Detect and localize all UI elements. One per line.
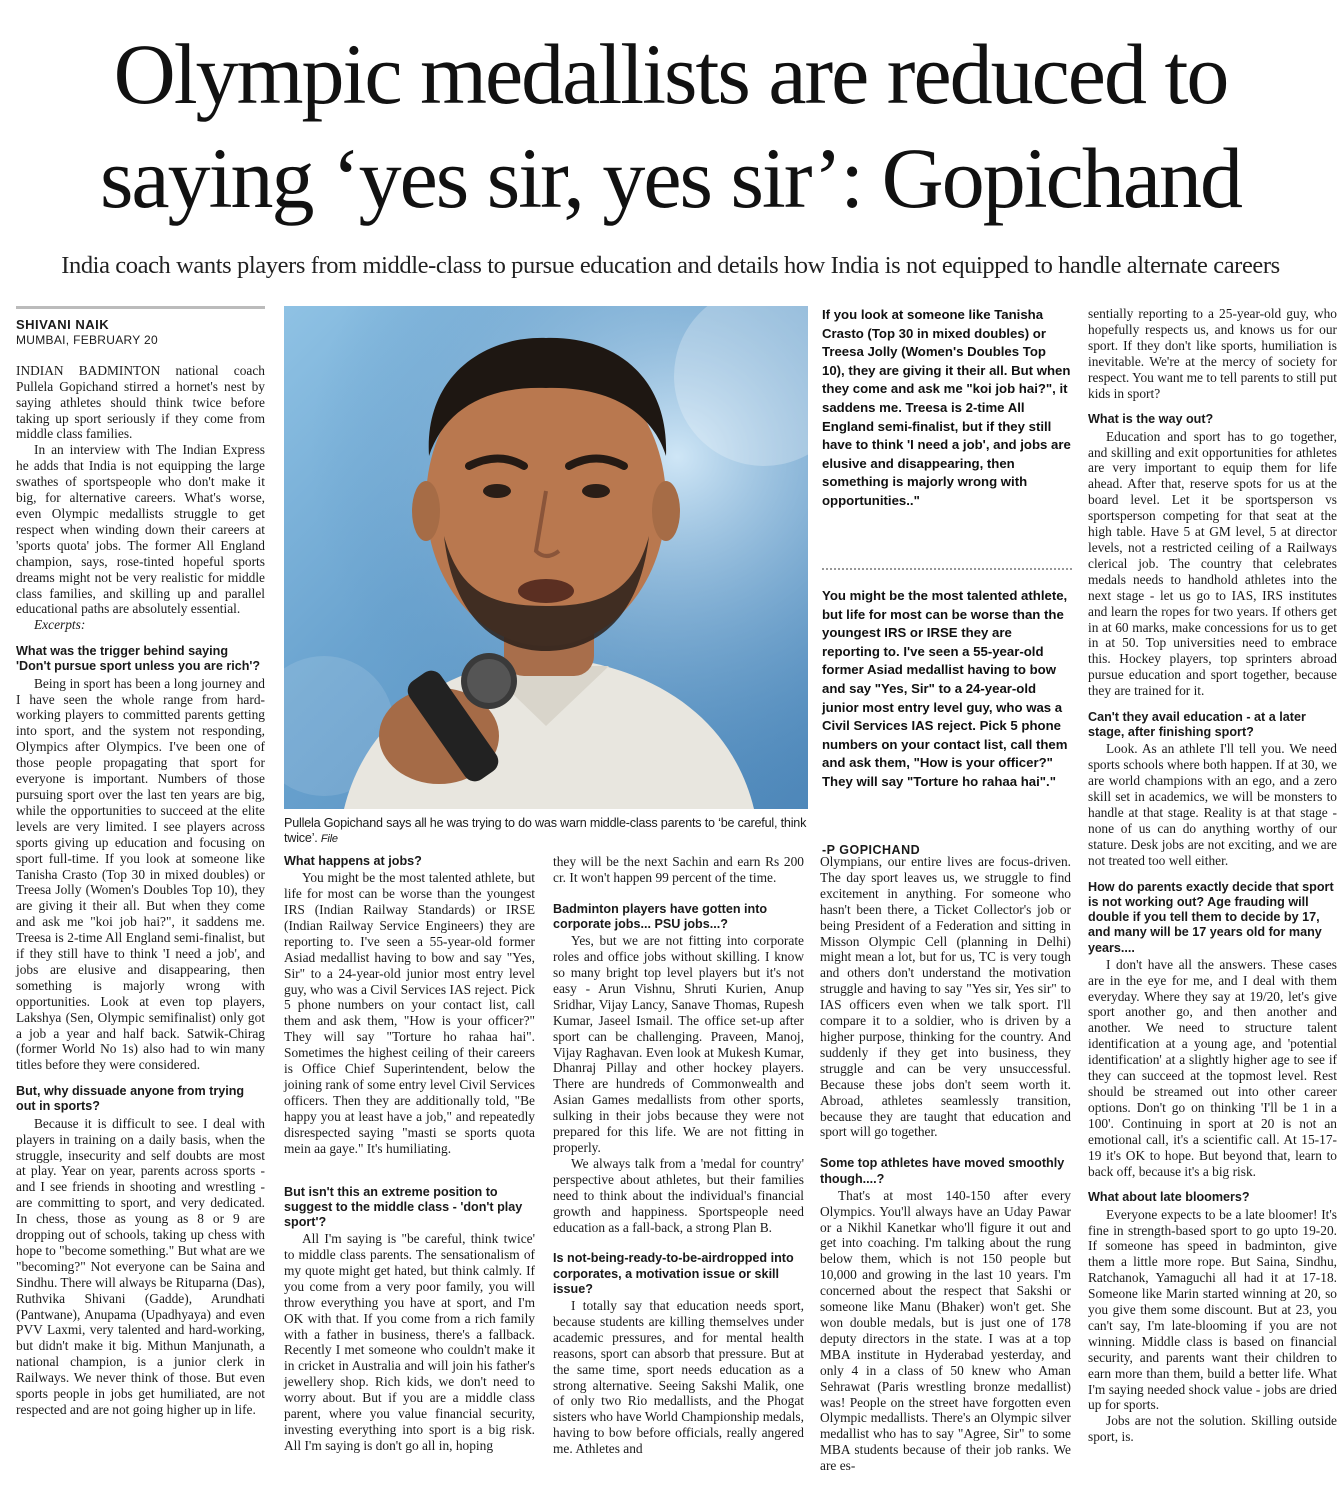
question-heading: What was the trigger behind saying 'Don't pursue sport unless you are rich'? — [16, 644, 261, 674]
column-3 — [553, 854, 804, 1457]
headline-line-2: saying ‘yes sir, yes sir’: Gopichand — [99, 130, 1242, 226]
portrait-illustration — [284, 306, 808, 809]
byline-rule — [16, 306, 265, 309]
answer-paragraph: Because it is difficult to see. I deal with players in training on a daily basis, when the struggle, insecurity and self doubts are most at play. Year on year, parents across sports - and I see friends in shooting and wrestling - are committing to sport, and very dedicated. In chess, those as young as 8 or 9 are dropping out of schools, taking up chess with hope to "become something." But what are we "becoming?" Not everyone can be Saina and Sindhu. There will always be Rituparna (Das), Ruthvika Shivani (Gadde), Arundhati (Pantwane), Anupama (Upadhyaya) and even PVV Laxmi, very talented and hard-working, but didn't make it big. Mithun Manjunath, a national champion, is a junior clerk in Railways. We never think of those. But even sports people in jobs get humiliated, are not respected and are not going higher up in life. — [16, 1115, 265, 1417]
column-2 — [284, 854, 535, 1454]
pull-quote-attribution: -P GOPICHAND — [822, 843, 921, 857]
subheadline: India coach wants players from middle-class to pursue education and details how India is not equipped to handle alternate careers — [61, 252, 1280, 279]
question-heading: But isn't this an extreme position to suggest to the middle class - 'don't play sport'? — [284, 1184, 523, 1229]
pull-quote-1: If you look at someone like Tanisha Crasto (Top 30 in mixed doubles) or Treesa Jolly (Women's Doubles Top 10), they are giving it their all. But when they come and ask me "koi job hai?", it saddens me. Treesa is 2-time All England semi-finalist, but if they still have to think 'I need a job', and jobs are elusive and disappearing, then something is majorly wrong with opportunities.." — [822, 307, 1071, 508]
question-heading: Can't they avail education - at a later stage, after finishing sport? — [1088, 710, 1306, 740]
intro-paragraph: INDIAN BADMINTON national coach Pullela Gopichand stirred a hornet's nest by saying athletes should think twice before taking up sport seriously if they come from middle class families. — [16, 362, 265, 442]
answer-paragraph: Being in sport has been a long journey and I have seen the whole range from hard-working players to committed parents getting into sport, and the system not responding, Olympics after Olympics. I've been one of those people propagating that sport for everyone is important. Numbers of those pursuing sport over the last ten years are big, while the opportunities to succeed at the elite levels are very limited. I see players across sports giving up education and focusing on sport full-time. If you look at someone like Tanisha Crasto (Top 30 in mixed doubles) or Treesa Jolly (Women's Doubles Top 10), they are giving it their all. But when they come and ask me "koi job hai?", it saddens me. Treesa is 2-time All England semi-finalist, but if they still have to think 'I need a job', and jobs are elusive and disappearing, then something is majorly wrong with opportunities. Look at even top players, Lakshya (Sen, Olympic semifinalist) only got a job a year and half back. Satwik-Chirag (former World No 1s) also had to win many titles before they were considered. — [16, 675, 265, 1073]
answer-paragraph: Yes, but we are not fitting into corporate roles and office jobs without skilling. I know so many bright top level players but it's not easy - Arun Vishnu, Shruti Kurien, Anup Sridhar, Vijay Lancy, Sanave Thomas, Rupesh Kumar, Jaseel Ismail. The office set-up after sport can be challenging. Praveen, Manoj, Vijay Raghavan. Even look at Mukesh Kumar, Dhanraj Pillay and other hockey players. There are hundreds of Commonwealth and Asian Games medallists from other sports, sulking in their jobs because they were not prepared for this life. We are not fitting in properly. — [553, 933, 804, 1155]
question-heading: What happens at jobs? — [284, 854, 422, 868]
column-5 — [1088, 306, 1337, 1445]
body-paragraph: Olympians, our entire lives are focus-driven. The day sport leaves us, we struggle to find excitement in anything. For someone who hasn't been there, a Ticket Collector's job or being President of a Federation and sitting in Misson Olympic Cell (planning in Delhi) might mean a lot, but for us, TC is very tough and others don't understand the motivation struggle and having to say "Yes sir, Yes sir" to IAS officers even when we talk sport. I'll compare it to a soldier, who is driven by a higher purpose, thinking for the country. And suddenly if they get into business, they struggle and can be very unsuccessful. Because these jobs don't seem worth it. Abroad, athletes seamlessly transition, because they are taught that education and sport will go together. — [820, 854, 1071, 1140]
answer-paragraph: Jobs are not the solution. Skilling outside sport, is. — [1088, 1413, 1337, 1445]
body-paragraph: sentially reporting to a 25-year-old guy, who hopefully respects us, and knows us for our sport. If they don't like sports, humiliation is inevitable. We're at the mercy of society for respect. You want me to tell parents to still put kids in sport? — [1088, 306, 1337, 401]
answer-paragraph: Education and sport has to go together, and skilling and exit opportunities for athletes are very important to equip them for life ahead. After that, reserve spots for us at the board level. Let it be sportsperson vs sportsperson competing for that seat at the high table. Have 5 at GM level, 5 at director levels, not a restricted ceiling of a Railways clerical job. The country that celebrates medals needs to handhold athletes into the next stage - let us go to IAS, IRS institutes and learn the ropes for two years. If others get in at 60 marks, make concessions for us to get in at 50. Top universities need to embrace this. Hockey players, top sprinters abroad pursue education and sport together, because they are trained for it. — [1088, 428, 1337, 699]
question-heading: But, why dissuade anyone from trying out in sports? — [16, 1084, 245, 1114]
dateline: MUMBAI, FEBRUARY 20 — [16, 332, 158, 347]
question-heading: What about late bloomers? — [1088, 1190, 1250, 1205]
gopichand-photo — [284, 306, 808, 809]
column-1 — [16, 306, 265, 1418]
question-heading: Badminton players have gotten into corporate jobs... PSU jobs...? — [553, 901, 768, 932]
caption-text: Pullela Gopichand says all he was trying to do was warn middle-class parents to ‘be careful, think twice’. — [284, 816, 807, 845]
headline-line-1: Olympic medallists are reduced to — [113, 26, 1228, 122]
headline — [0, 22, 1341, 230]
pull-quote-divider — [822, 568, 1072, 570]
answer-paragraph: We always talk from a 'medal for country' perspective about athletes, but their families need to think about the individual's financial growth and happiness. Sportspeople need education as a fall-back, a strong Plan B. — [553, 1155, 804, 1235]
answer-paragraph: All I'm saying is "be careful, think twice' to middle class parents. The sensationalism of my quote might get hated, but think calmly. If you come from a very poor family, you will throw everything you have at sport, and I'm OK with that. If you come from a rich family with a father in business, there's a fallback. Recently I met someone who couldn't make it in cricket in Australia and will join his father's jewellery shop. Rich kids, we don't need to worry about. But if you are a middle class parent, where you value financial security, investing everything into sport is a big risk. All I'm saying is don't go all in, hoping — [284, 1231, 535, 1453]
photo-credit: File — [320, 833, 338, 845]
answer-paragraph: I totally say that education needs sport, because students are killing themselves under academic pressures, and for mental health reasons, sport can absorb that pressure. But at the same time, sport needs education as a strong alternative. Seeing Sakshi Malik, one of only two Rio medallists, and the Phogat sisters who have World Championship medals, having to bow before officials, really angered me. Athletes and — [553, 1298, 804, 1457]
answer-paragraph: That's at most 140-150 after every Olympics. You'll always have an Uday Pawar or a Nikhil Kanetkar who'll figure it out and get into coaching. I'm talking about the rung below them, which is not 150 people but 10,000 and growing in the last 10 years. I'm concerned about the respect that Sakshi or someone like Manu (Bhaker) won't get. She won double medals, but is just one of 178 deputy directors in the state. I was at a top MBA institute in Hyderabad yesterday, and only 4 in a class of 50 knew who Aman Sehrawat (Paris wrestling bronze medallist) was! People on the street have forgotten even Olympic medallists. There's an Olympic silver medallist who has to say "Agree, Sir" to some MBA students because of their job ranks. We are es- — [820, 1187, 1071, 1474]
answer-paragraph: Everyone expects to be a late bloomer! It's fine in strength-based sport to go upto 19-20. If someone has speed in badminton, give them a little more rope. But Saina, Sindhu, Ratchanok, Yamaguchi all had it at 17-18. Someone like Marin started winning at 20, so you give them some discount. But at 23, you can't say, I'm late-blooming if you are not winning. Middle class is based on financial security, and parents want their children to earn more than them, build a better life. What I'm saying needed shock value - jobs are dried up for sports. — [1088, 1206, 1337, 1413]
photo-caption — [284, 816, 808, 847]
author-name: SHIVANI NAIK — [16, 317, 110, 332]
answer-paragraph: I don't have all the answers. These cases are in the eye for me, and I deal with them everyday. Where they say at 19/20, let's give sport another go, and then another and another. We need to structure talent identification at a young age, and 'potential identification' at a slightly higher age to see if they can succeed at the topmost level. Rest should be streamed out into other career options. Don't go on thinking 'I'll be 1 in a 100'. Continuing in sport at 20 is not an emotional call, it's a scientific call. At 15-17-19 it's OK to hope. But beyond that, learn to back off, because it's a big risk. — [1088, 956, 1337, 1179]
question-heading: How do parents exactly decide that sport is not working out? Age frauding will double if you tell them to decide by 17, and many will be 17 years old for many years.... — [1088, 879, 1334, 955]
answer-paragraph: Look. As an athlete I'll tell you. We need sports schools where both happen. If at 30, we are world champions with an ego, and a zero skill set in academics, we will be monsters to handle at that stage. Reality is at that stage - none of us can do anything worthy of our stature. Desk jobs are not exciting, and we are not treated too well either. — [1088, 741, 1337, 868]
answer-paragraph: You might be the most talented athlete, but life for most can be worse than the youngest IRS (Indian Railway Standards) or IRSE (Indian Railway Service Engineers) they are reporting to. I've seen a 55-year-old former Asiad medallist having to bow and say "Yes, Sir" to a 24-year-old junior most entry level guy, who was a Civil Services IAS reject. Pick 5 phone numbers on your contact list, call them and ask them, "How is your officer?" They will say "Torture ho rahaa hai". Sometimes the highest ceiling of their careers is Office Chief Superintendent, below the joining rank of some entry level Civil Services officers. Then they are additionally told, "Be happy you at least have a job," and repeatedly disrespected saying "masti se sports quota mein aa gaye." It's humiliating. — [284, 870, 535, 1156]
question-heading: Some top athletes have moved smoothly though....? — [820, 1156, 1065, 1186]
body-paragraph: they will be the next Sachin and earn Rs 200 cr. It won't happen 99 percent of the time. — [553, 854, 804, 885]
column-4 — [820, 854, 1071, 1474]
body-paragraph: In an interview with The Indian Express he adds that India is not equipping the large swathes of sportspeople who don't make it big, for alternative careers. What's worse, even Olympic medallists struggle to get respect when winding down their careers at 'sports quota' jobs. The former All England champion, says, rose-tinted hopeful sports dreams might not be very realistic for middle class families, and skilling up and parallel educational paths are absolutely essential. — [16, 442, 265, 617]
excerpts-label: Excerpts: — [34, 617, 86, 633]
question-heading: What is the way out? — [1088, 412, 1214, 427]
pull-quote-2: You might be the most talented athlete, but life for most can be worse than the youngest IRS or IRSE they are reporting to. I've seen a 55-year-old former Asiad medallist having to bow and say "Yes, Sir" to a 24-year-old junior most entry level guy, who was a Civil Services IAS reject. Pick 5 phone numbers on your contact list, call them and ask them, "How is your officer?" They will say "Torture ho rahaa hai"." — [822, 588, 1068, 789]
question-heading: Is not-being-ready-to-be-airdropped into corporates, a motivation issue or skill issue? — [553, 1251, 794, 1296]
